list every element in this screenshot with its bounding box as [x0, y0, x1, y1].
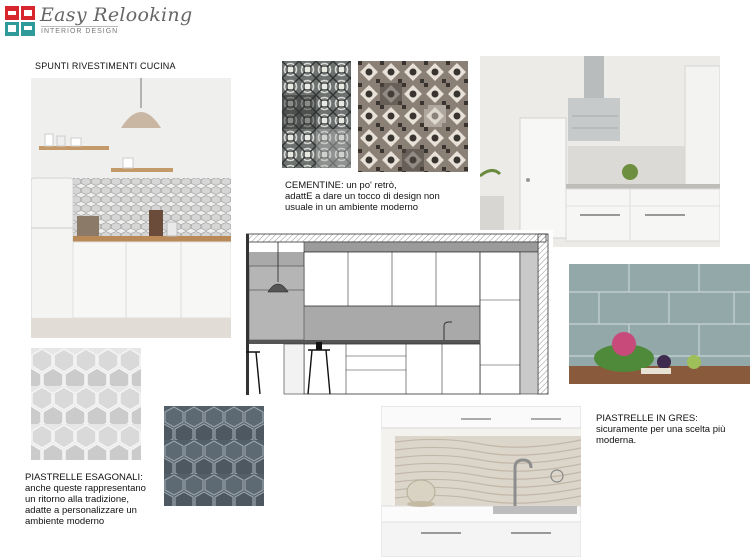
- kitchen-photo-hood: [480, 56, 720, 247]
- kitchen-photo-gres: [381, 406, 581, 557]
- cement-tile-sample-1: [282, 61, 351, 168]
- kitchen-elevation-drawing: [246, 230, 553, 395]
- brand-name: Easy Relooking: [40, 4, 193, 26]
- caption-gres-line-3: moderna.: [596, 435, 637, 446]
- caption-gres: [596, 413, 725, 446]
- caption-cementine-line-1: CEMENTINE: un po' retrò,: [285, 180, 397, 191]
- caption-esagonali: [25, 472, 146, 527]
- hexagon-tile-sample-light: [31, 348, 141, 460]
- hexagon-tile-sample-dark: [164, 406, 264, 506]
- caption-cementine: [285, 180, 440, 213]
- caption-cementine-line-2: adattE a dare un tocco di design non: [285, 191, 440, 202]
- brand-logo-icon: [5, 6, 35, 36]
- glass-tile-photo: [569, 264, 750, 384]
- kitchen-photo-hexagon-backsplash: [31, 78, 231, 338]
- caption-esagonali-line-2: anche queste rappresentano: [25, 483, 146, 494]
- caption-cementine-line-3: usuale in un ambiente moderno: [285, 202, 419, 213]
- cement-tile-sample-2: [358, 61, 468, 172]
- caption-gres-line-2: sicuramente per una scelta più: [596, 424, 726, 435]
- caption-esagonali-line-5: ambiente moderno: [25, 516, 105, 527]
- brand-subtitle: INTERIOR DESIGN: [41, 28, 119, 35]
- caption-esagonali-line-3: un ritorno alla tradizione,: [25, 494, 130, 505]
- caption-esagonali-line-1: PIASTRELLE ESAGONALI:: [25, 472, 143, 483]
- caption-esagonali-line-4: adatte a personalizzare un: [25, 505, 137, 516]
- moodboard-title: SPUNTI RIVESTIMENTI CUCINA: [35, 61, 176, 71]
- caption-gres-line-1: PIASTRELLE IN GRES:: [596, 413, 698, 424]
